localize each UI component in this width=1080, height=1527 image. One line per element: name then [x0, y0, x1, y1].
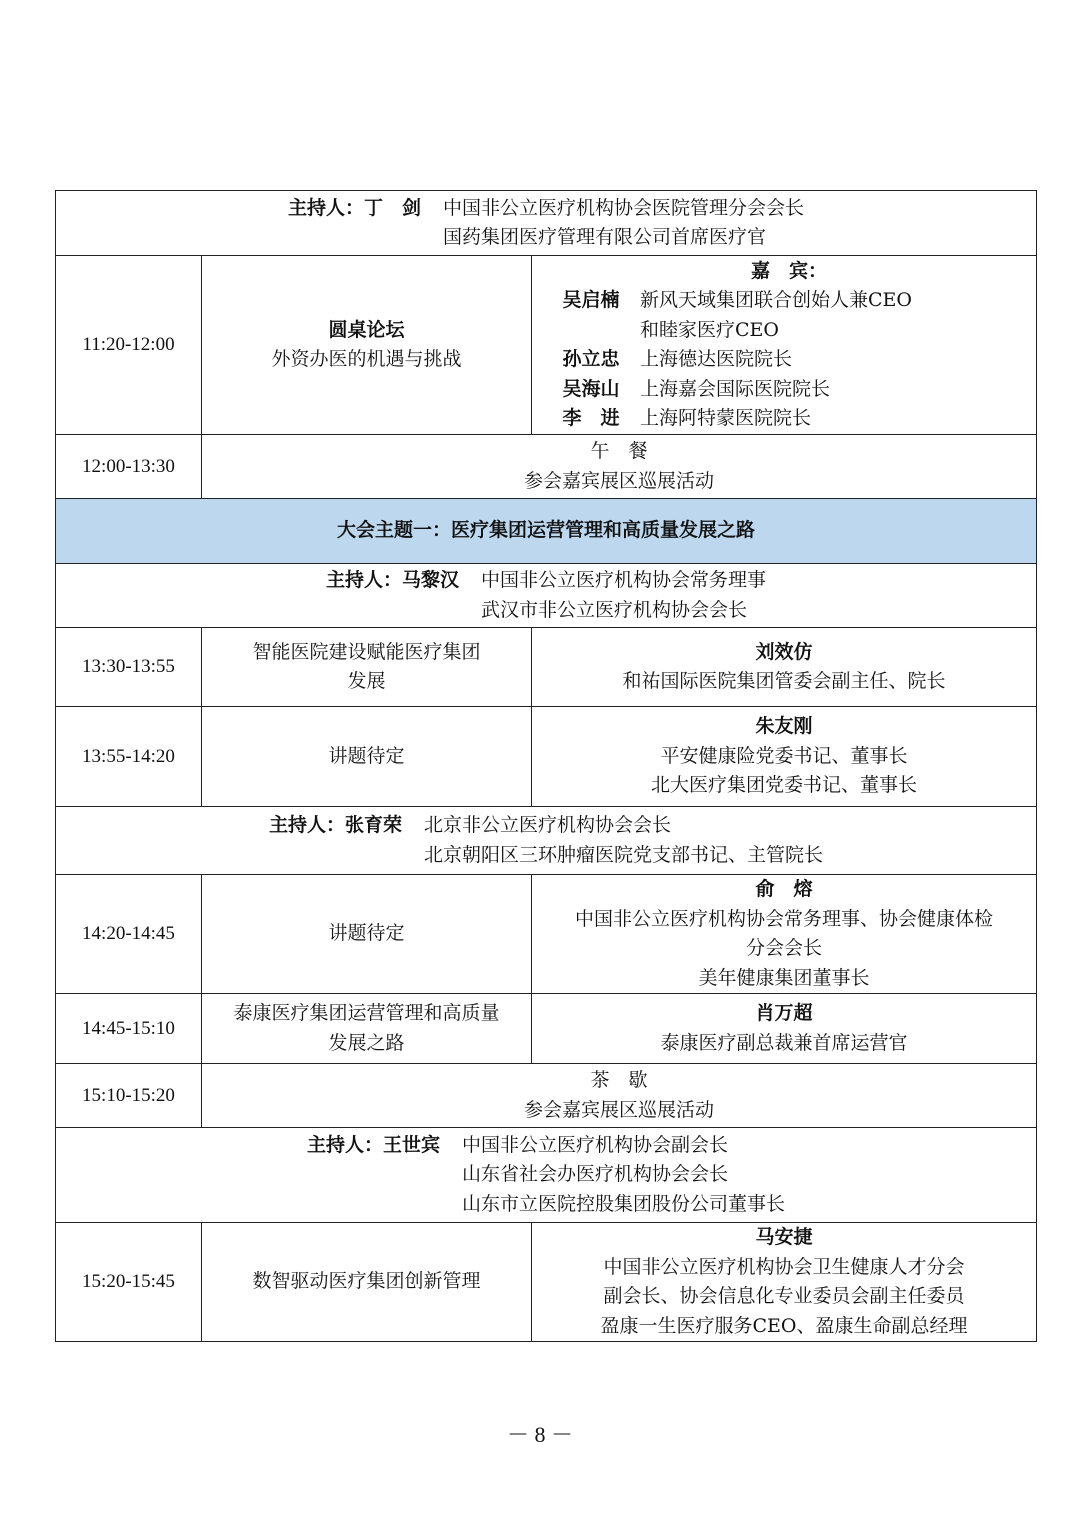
- host-row: [56, 807, 1037, 875]
- topic-cell: [202, 994, 532, 1064]
- time-cell: 13:55-14:20: [56, 707, 202, 807]
- time-cell: 13:30-13:55: [56, 628, 202, 707]
- speaker-title: 中国非公立医疗机构协会卫生健康人才分会: [603, 1255, 965, 1278]
- speaker-cell: [532, 1223, 1037, 1342]
- topic-line: 讲题待定: [328, 744, 405, 767]
- topic-cell: [202, 707, 532, 807]
- guest-item: 孙立忠 上海德达医院院长: [562, 348, 793, 370]
- topic-line: 讲题待定: [328, 922, 405, 945]
- break-note: 参会嘉宾展区巡展活动: [523, 1098, 714, 1121]
- speaker-title: 泰康医疗副总裁兼首席运营官: [660, 1031, 908, 1054]
- host-title: 山东市立医院控股集团股份公司董事长: [462, 1192, 786, 1215]
- guest-item: 吴海山 上海嘉会国际医院院长: [562, 377, 831, 400]
- host-title: 中国非公立医疗机构协会副会长: [462, 1133, 729, 1156]
- talk-row: [56, 994, 1037, 1064]
- break-row: [56, 435, 1037, 499]
- speaker-cell: [532, 994, 1037, 1064]
- host-title: 山东省社会办医疗机构协会会长: [462, 1163, 729, 1186]
- host-row: [56, 564, 1037, 628]
- time-cell: 14:45-15:10: [56, 994, 202, 1064]
- break-cell: [202, 1064, 1037, 1128]
- time-cell: 11:20-12:00: [56, 256, 202, 435]
- host-label: 主持人：王世宾: [306, 1133, 440, 1156]
- page-number: － 8 －: [506, 1422, 573, 1447]
- agenda-table: [55, 190, 1037, 1342]
- topic-line: 发展之路: [328, 1031, 405, 1054]
- topic-cell: [202, 875, 532, 994]
- host-title: 国药集团医疗管理有限公司首席医疗官: [443, 226, 767, 248]
- host-row: [56, 191, 1037, 256]
- speaker-title: 盈康一生医疗服务CEO、盈康生命副总经理: [600, 1314, 968, 1337]
- speaker-title: 美年健康集团董事长: [698, 966, 870, 989]
- break-note: 参会嘉宾展区巡展活动: [523, 469, 714, 492]
- speaker-cell: [532, 707, 1037, 807]
- host-title: 中国非公立医疗机构协会常务理事: [481, 569, 767, 591]
- host-label: 主持人：马黎汉: [325, 569, 459, 591]
- speaker-name: 俞 熔: [755, 878, 813, 900]
- time-cell: 14:20-14:45: [56, 875, 202, 994]
- guest-item: 李 进 上海阿特蒙医院院长: [562, 407, 812, 429]
- time-cell: 12:00-13:30: [56, 435, 202, 499]
- topic-line: 智能医院建设赋能医疗集团: [252, 640, 481, 663]
- guest-item: 吴启楠 新风天域集团联合创始人兼CEO: [562, 289, 912, 311]
- session-title: 圆桌论坛: [328, 318, 405, 341]
- topic-cell: [202, 628, 532, 707]
- talk-row: [56, 628, 1037, 707]
- session-subtitle: 外资办医的机遇与挑战: [271, 348, 462, 370]
- speaker-cell: [532, 875, 1037, 994]
- topic-line: 泰康医疗集团运营管理和高质量: [233, 1002, 500, 1024]
- time-cell: 15:20-15:45: [56, 1223, 202, 1342]
- host-title: 武汉市非公立医疗机构协会会长: [481, 598, 748, 621]
- guest-item: 和睦家医疗CEO: [640, 318, 779, 341]
- speaker-title: 北大医疗集团党委书记、董事长: [650, 774, 917, 797]
- time-cell: 15:10-15:20: [56, 1064, 202, 1128]
- speaker-name: 朱友刚: [755, 715, 813, 738]
- speaker-title: 分会会长: [745, 937, 822, 959]
- guests-label: 嘉 宾：: [750, 259, 827, 282]
- speaker-title: 平安健康险党委书记、董事长: [660, 744, 908, 767]
- talk-row: [56, 707, 1037, 807]
- talk-row: [56, 875, 1037, 994]
- break-row: [56, 1064, 1037, 1128]
- speaker-title: 中国非公立医疗机构协会常务理事、协会健康体检: [574, 907, 993, 930]
- speaker-cell: [532, 628, 1037, 707]
- host-label: 主持人：张育荣: [268, 814, 402, 836]
- topic-cell: [202, 1223, 532, 1342]
- host-title: 中国非公立医疗机构协会医院管理分会会长: [443, 196, 805, 219]
- speaker-title: 副会长、协会信息化专业委员会副主任委员: [603, 1285, 965, 1307]
- host-label: 主持人：丁 剑: [287, 196, 421, 219]
- break-title: 茶 歇: [590, 1069, 648, 1091]
- talk-row: [56, 1223, 1037, 1342]
- topic-line: 数智驱动医疗集团创新管理: [252, 1270, 481, 1293]
- break-title: 午 餐: [590, 440, 648, 462]
- host-row: [56, 1128, 1037, 1223]
- theme-heading: 大会主题一：医疗集团运营管理和高质量发展之路: [56, 499, 1037, 564]
- break-cell: [202, 435, 1037, 499]
- speaker-name: 肖万超: [755, 1002, 813, 1024]
- speaker-name: 刘效仿: [755, 640, 813, 663]
- host-title: 北京非公立医疗机构协会会长: [424, 814, 672, 836]
- speaker-title: 和祐国际医院集团管委会副主任、院长: [622, 670, 946, 692]
- forum-row: [56, 256, 1037, 435]
- topic-line: 发展: [347, 670, 386, 692]
- guests-cell: [532, 256, 1037, 435]
- session-cell: [202, 256, 532, 435]
- host-title: 北京朝阳区三环肿瘤医院党支部书记、主管院长: [424, 843, 824, 866]
- theme-row: [56, 499, 1037, 564]
- speaker-name: 马安捷: [755, 1226, 813, 1248]
